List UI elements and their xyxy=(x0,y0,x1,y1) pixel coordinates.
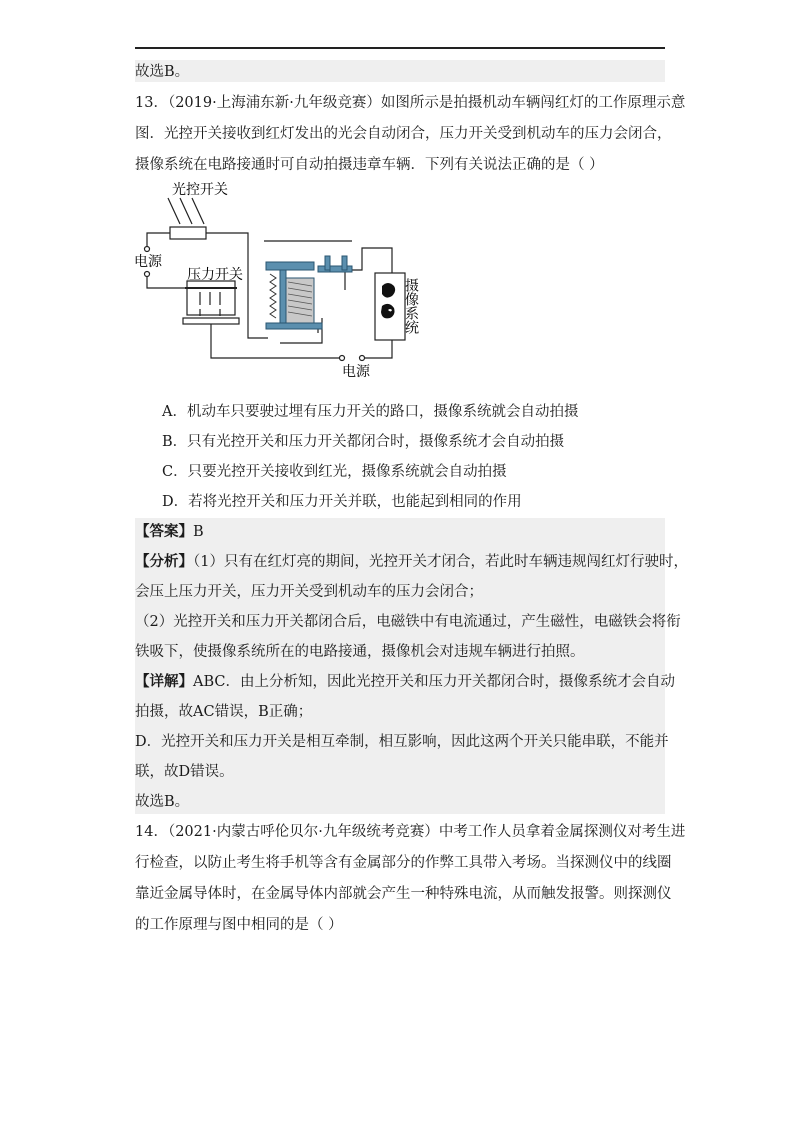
q14-stem-1: 14．（2021·内蒙古呼伦贝尔·九年级统考竞赛）中考工作人员拿着金属探测仪对考生进 xyxy=(135,824,686,840)
answer-value: B xyxy=(193,524,204,540)
label-camera: 摄像系统 xyxy=(403,278,419,334)
q14-stem-3: 靠近金属导体时，在金属导体内部就会产生一种特殊电流，从而触发报警。则探测仪 xyxy=(135,886,672,902)
q13-stem-1: 13．（2019·上海浦东新·九年级竞赛）如图所示是拍摄机动车辆闯红灯的工作原理示意 xyxy=(135,95,686,111)
label-power-left: 电源 xyxy=(134,254,162,270)
q13-option-a: A．机动车只要驶过埋有压力开关的路口，摄像系统就会自动拍摄 xyxy=(162,404,579,420)
circuit-figure xyxy=(130,178,430,383)
q13-option-c: C．只要光控开关接收到红光，摄像系统就会自动拍摄 xyxy=(162,464,507,480)
q13-stem-3: 摄像系统在电路接通时可自动拍摄违章车辆．下列有关说法正确的是（ ） xyxy=(135,157,604,173)
prev-answer: 故选B。 xyxy=(135,64,190,80)
q13-analysis-3: （2）光控开关和压力开关都闭合后，电磁铁中有电流通过，产生磁性，电磁铁会将衔 xyxy=(135,614,681,630)
label-power-bottom: 电源 xyxy=(342,364,370,380)
answer-tag: 【答案】 xyxy=(135,523,193,540)
q13-answer xyxy=(135,522,204,542)
q13-analysis-2: 会压上压力开关，压力开关受到机动车的压力会闭合； xyxy=(135,584,483,600)
q13-option-d: D．若将光控开关和压力开关并联，也能起到相同的作用 xyxy=(162,494,522,510)
q13-stem-2: 图．光控开关接收到红灯发出的光会自动闭合，压力开关受到机动车的压力会闭合， xyxy=(135,126,672,142)
prev-answer-shade xyxy=(135,60,665,82)
detail-tag: 【详解】 xyxy=(135,673,193,690)
q14-stem-4: 的工作原理与图中相同的是（ ） xyxy=(135,917,343,933)
q14-stem-2: 行检查，以防止考生将手机等含有金属部分的作弊工具带入考场。当探测仪中的线圈 xyxy=(135,855,672,871)
label-light-switch: 光控开关 xyxy=(172,182,228,198)
q13-detail-4: 联，故D错误。 xyxy=(135,764,234,780)
q13-option-b: B．只有光控开关和压力开关都闭合时，摄像系统才会自动拍摄 xyxy=(162,434,565,450)
header-rule xyxy=(135,47,665,49)
q13-detail-5: 故选B。 xyxy=(135,794,190,810)
q13-detail-3: D．光控开关和压力开关是相互牵制，相互影响，因此这两个开关只能串联，不能并 xyxy=(135,734,669,750)
analysis-tag: 【分析】 xyxy=(135,553,193,570)
label-pressure-switch: 压力开关 xyxy=(187,267,243,283)
q13-analysis-1: 【分析】（1）只有在红灯亮的期间，光控开关才闭合，若此时车辆违规闯红灯行驶时， xyxy=(135,553,688,570)
q13-analysis-4: 铁吸下，使摄像系统所在的电路接通，摄像机会对违规车辆进行拍照。 xyxy=(135,644,585,660)
q13-detail-1: 【详解】ABC．由上分析知，因此光控开关和压力开关都闭合时，摄像系统才会自动 xyxy=(135,673,675,690)
q13-detail-2: 拍摄，故AC错误，B正确； xyxy=(135,704,313,720)
